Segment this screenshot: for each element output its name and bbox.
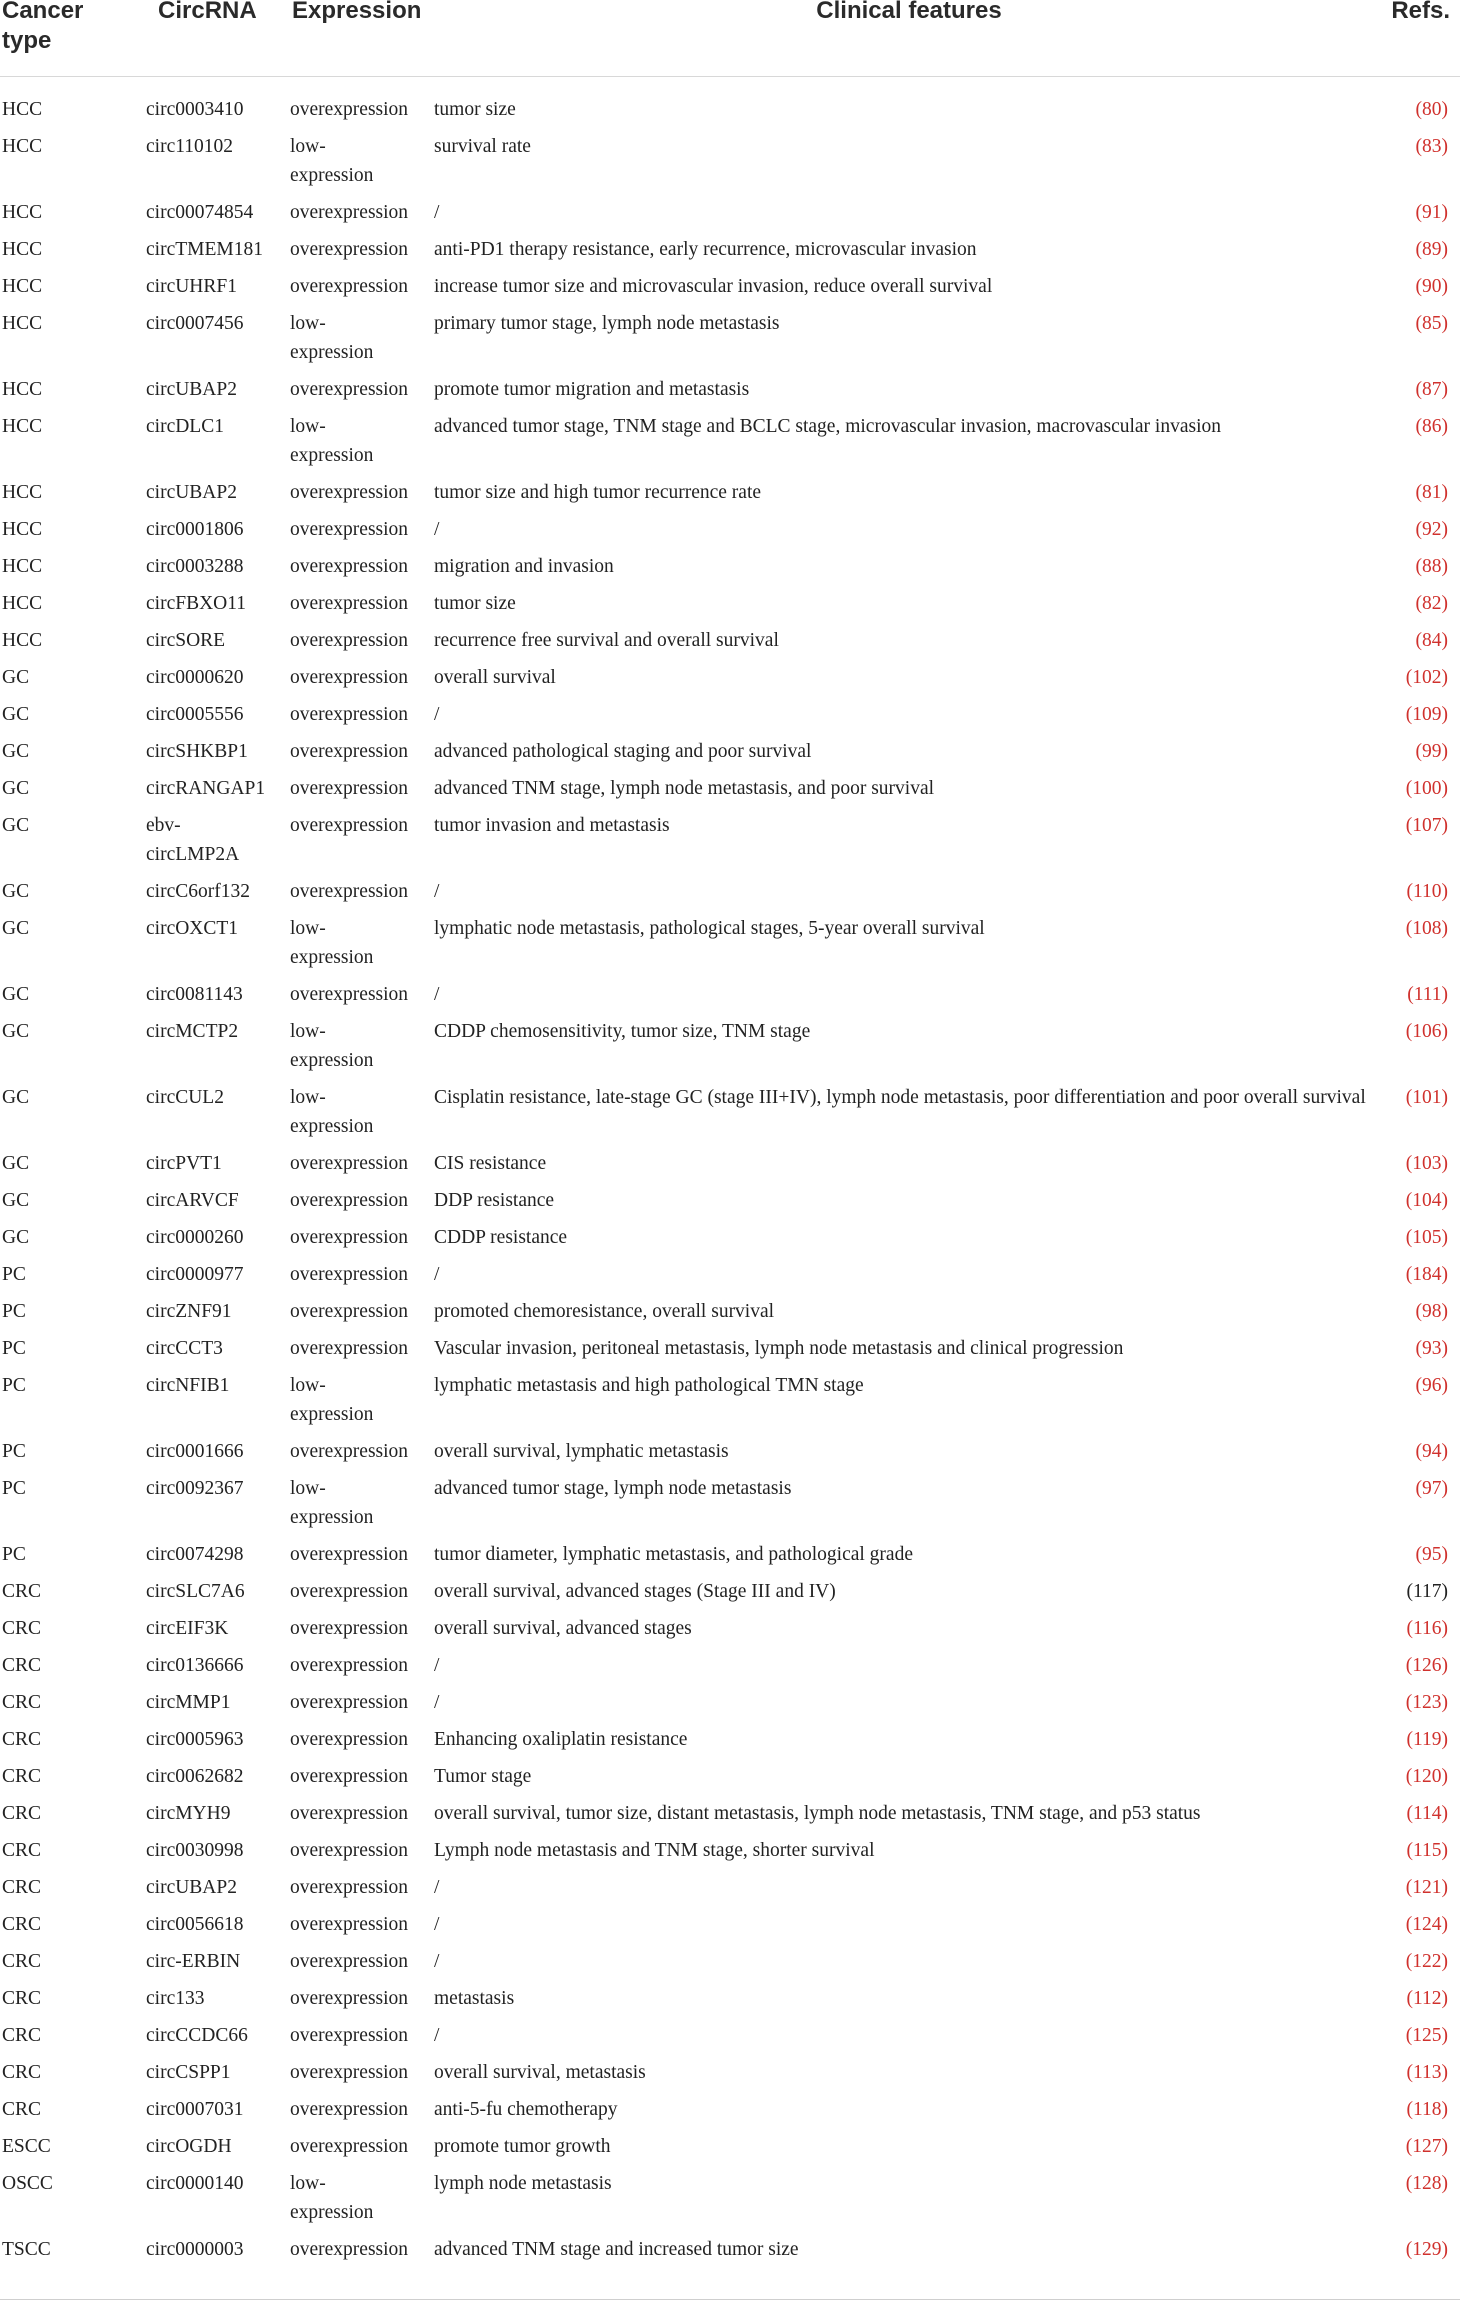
reference-link[interactable]: (98): [1415, 1301, 1448, 1322]
expression-cell: low- expression: [290, 1478, 374, 1528]
expression-cell: overexpression: [290, 2025, 409, 2046]
cancer-type-cell: CRC: [2, 2099, 42, 2120]
cancer-type-cell: GC: [2, 918, 30, 939]
reference-link[interactable]: (121): [1405, 1877, 1448, 1898]
clinical-features-cell: advanced pathological staging and poor survival: [434, 741, 812, 762]
cancer-type-cell: HCC: [2, 202, 43, 223]
reference-link[interactable]: (123): [1405, 1692, 1448, 1713]
reference-link[interactable]: (80): [1415, 99, 1448, 120]
circrna-cell: ebv- circLMP2A: [146, 815, 240, 865]
clinical-features-cell: advanced TNM stage and increased tumor size: [434, 2239, 799, 2260]
header-expression: Expression: [292, 0, 422, 24]
cancer-type-cell: OSCC: [2, 2173, 53, 2194]
circrna-cell: circUBAP2: [146, 379, 237, 400]
expression-cell: overexpression: [290, 1441, 409, 1462]
reference-link[interactable]: (129): [1405, 2239, 1448, 2260]
expression-cell: low- expression: [290, 1021, 374, 1071]
cancer-type-cell: HCC: [2, 239, 43, 260]
clinical-features-cell: survival rate: [434, 136, 531, 157]
cancer-type-cell: PC: [2, 1338, 26, 1359]
reference-link[interactable]: (120): [1405, 1766, 1448, 1787]
circrna-cell: circ0056618: [146, 1914, 244, 1935]
circrna-cell: circZNF91: [146, 1301, 232, 1322]
circrna-cell: circPVT1: [146, 1153, 222, 1174]
clinical-features-cell: promote tumor growth: [434, 2136, 611, 2157]
clinical-features-cell: overall survival, metastasis: [434, 2062, 646, 2083]
cancer-type-cell: GC: [2, 667, 30, 688]
clinical-features-cell: /: [434, 1877, 440, 1898]
reference-link[interactable]: (111): [1407, 984, 1448, 1005]
clinical-features-cell: /: [434, 704, 440, 725]
clinical-features-cell: promoted chemoresistance, overall survival: [434, 1301, 775, 1322]
cancer-type-cell: GC: [2, 815, 30, 836]
expression-cell: overexpression: [290, 1153, 409, 1174]
cancer-type-cell: CRC: [2, 1692, 42, 1713]
clinical-features-cell: overall survival: [434, 667, 556, 688]
circrna-cell: circARVCF: [146, 1190, 239, 1211]
clinical-features-cell: metastasis: [434, 1988, 515, 2009]
circrna-cell: circ0000003: [146, 2239, 244, 2260]
expression-cell: overexpression: [290, 1544, 409, 1565]
circrna-cell: circOGDH: [146, 2136, 232, 2157]
reference-link[interactable]: (94): [1415, 1441, 1448, 1462]
expression-cell: overexpression: [290, 2239, 409, 2260]
expression-cell: overexpression: [290, 1877, 409, 1898]
clinical-features-cell: overall survival, tumor size, distant metastasis, lymph node metastasis, TNM stage, and p53 status: [434, 1803, 1201, 1824]
circrna-cell: circ0005556: [146, 704, 244, 725]
expression-cell: overexpression: [290, 667, 409, 688]
clinical-features-cell: CIS resistance: [434, 1153, 547, 1174]
expression-cell: overexpression: [290, 984, 409, 1005]
circrna-cell: circ0136666: [146, 1655, 244, 1676]
reference-link: (117): [1406, 1581, 1448, 1602]
reference-link[interactable]: (104): [1405, 1190, 1448, 1211]
circrna-cell: circUHRF1: [146, 276, 237, 297]
expression-cell: overexpression: [290, 202, 409, 223]
cancer-type-cell: CRC: [2, 1766, 42, 1787]
circrna-cell: circMYH9: [146, 1803, 231, 1824]
reference-link[interactable]: (92): [1415, 519, 1448, 540]
circrna-cell: circUBAP2: [146, 1877, 237, 1898]
reference-link[interactable]: (87): [1415, 379, 1448, 400]
circrna-cell: circOXCT1: [146, 918, 239, 939]
clinical-features-cell: CDDP chemosensitivity, tumor size, TNM stage: [434, 1021, 811, 1042]
circrna-cell: circCUL2: [146, 1087, 224, 1108]
reference-link[interactable]: (184): [1405, 1264, 1448, 1285]
clinical-features-cell: overall survival, lymphatic metastasis: [434, 1441, 729, 1462]
expression-cell: overexpression: [290, 1190, 409, 1211]
cancer-type-cell: CRC: [2, 1655, 42, 1676]
reference-link[interactable]: (113): [1406, 2062, 1448, 2083]
header-cancer-type: Cancer type: [2, 0, 84, 54]
circrna-cell: circ0074298: [146, 1544, 244, 1565]
clinical-features-cell: tumor invasion and metastasis: [434, 815, 670, 836]
expression-cell: overexpression: [290, 1655, 409, 1676]
clinical-features-cell: Vascular invasion, peritoneal metastasis, lymph node metastasis and clinical progression: [434, 1338, 1124, 1359]
circrna-cell: circ0005963: [146, 1729, 244, 1750]
expression-cell: overexpression: [290, 1951, 409, 1972]
reference-link[interactable]: (88): [1415, 556, 1448, 577]
expression-cell: low- expression: [290, 1375, 374, 1425]
circrna-cell: circSORE: [146, 630, 226, 651]
circrna-cell: circ0062682: [146, 1766, 244, 1787]
cancer-type-cell: HCC: [2, 482, 43, 503]
expression-cell: overexpression: [290, 881, 409, 902]
circrna-cell: circUBAP2: [146, 482, 237, 503]
reference-link[interactable]: (84): [1415, 630, 1448, 651]
circrna-cell: circCCDC66: [146, 2025, 248, 2046]
cancer-type-cell: HCC: [2, 313, 43, 334]
cancer-type-cell: GC: [2, 1087, 30, 1108]
circrna-cell: circDLC1: [146, 416, 224, 437]
clinical-features-cell: CDDP resistance: [434, 1227, 568, 1248]
clinical-features-cell: promote tumor migration and metastasis: [434, 379, 750, 400]
cancer-type-cell: CRC: [2, 1988, 42, 2009]
clinical-features-cell: Cisplatin resistance, late-stage GC (stage III+IV), lymph node metastasis, poor differentiation and poor overall survival: [434, 1087, 1366, 1108]
reference-link[interactable]: (95): [1415, 1544, 1448, 1565]
circrna-cell: circC6orf132: [146, 881, 250, 902]
clinical-features-cell: /: [434, 1692, 440, 1713]
clinical-features-cell: tumor diameter, lymphatic metastasis, and pathological grade: [434, 1544, 913, 1565]
cancer-type-cell: HCC: [2, 276, 43, 297]
reference-link[interactable]: (114): [1406, 1803, 1448, 1824]
clinical-features-cell: Lymph node metastasis and TNM stage, shorter survival: [434, 1840, 875, 1861]
clinical-features-cell: advanced TNM stage, lymph node metastasis, and poor survival: [434, 778, 935, 799]
reference-link[interactable]: (109): [1405, 704, 1448, 725]
expression-cell: overexpression: [290, 2099, 409, 2120]
circrna-cell: circ133: [146, 1988, 205, 2009]
expression-cell: overexpression: [290, 2062, 409, 2083]
circrna-cell: circ0007031: [146, 2099, 244, 2120]
cancer-type-cell: PC: [2, 1478, 26, 1499]
header-circrna: CircRNA: [158, 0, 257, 24]
clinical-features-cell: migration and invasion: [434, 556, 614, 577]
circrna-cell: circ0030998: [146, 1840, 244, 1861]
expression-cell: low- expression: [290, 1087, 374, 1137]
cancer-type-cell: CRC: [2, 1914, 42, 1935]
header-clinical-features: Clinical features: [816, 0, 1002, 24]
table-bottom-rule: [0, 2299, 1460, 2300]
clinical-features-cell: tumor size and high tumor recurrence rate: [434, 482, 762, 503]
cancer-type-cell: CRC: [2, 1729, 42, 1750]
cancer-type-cell: HCC: [2, 630, 43, 651]
clinical-features-cell: Enhancing oxaliplatin resistance: [434, 1729, 688, 1750]
expression-cell: overexpression: [290, 1264, 409, 1285]
reference-link[interactable]: (91): [1415, 202, 1448, 223]
circrna-cell: circ0003288: [146, 556, 244, 577]
expression-cell: overexpression: [290, 99, 409, 120]
cancer-type-cell: CRC: [2, 1581, 42, 1602]
expression-cell: overexpression: [290, 741, 409, 762]
reference-link[interactable]: (85): [1415, 313, 1448, 334]
expression-cell: overexpression: [290, 1581, 409, 1602]
reference-link[interactable]: (126): [1405, 1655, 1448, 1676]
clinical-features-cell: /: [434, 519, 440, 540]
cancer-type-cell: GC: [2, 984, 30, 1005]
reference-link[interactable]: (83): [1415, 136, 1448, 157]
circrna-cell: circNFIB1: [146, 1375, 230, 1396]
cancer-type-cell: CRC: [2, 2025, 42, 2046]
circrna-cell: circ0081143: [146, 984, 243, 1005]
expression-cell: overexpression: [290, 482, 409, 503]
circrna-cell: circ0007456: [146, 313, 244, 334]
reference-link[interactable]: (99): [1415, 741, 1448, 762]
clinical-features-cell: tumor size: [434, 593, 516, 614]
clinical-features-cell: anti-PD1 therapy resistance, early recurrence, microvascular invasion: [434, 239, 977, 260]
reference-link[interactable]: (102): [1405, 667, 1448, 688]
clinical-features-cell: lymphatic metastasis and high pathological TMN stage: [434, 1375, 864, 1396]
clinical-features-cell: anti-5-fu chemotherapy: [434, 2099, 618, 2120]
reference-link[interactable]: (105): [1405, 1227, 1448, 1248]
reference-link[interactable]: (115): [1406, 1840, 1448, 1861]
expression-cell: overexpression: [290, 1338, 409, 1359]
reference-link[interactable]: (128): [1405, 2173, 1448, 2194]
reference-link[interactable]: (122): [1405, 1951, 1448, 1972]
reference-link[interactable]: (119): [1406, 1729, 1448, 1750]
cancer-type-cell: PC: [2, 1264, 26, 1285]
clinical-features-cell: /: [434, 202, 440, 223]
cancer-type-cell: CRC: [2, 1840, 42, 1861]
cancer-type-cell: ESCC: [2, 2136, 51, 2157]
expression-cell: overexpression: [290, 1988, 409, 2009]
circrna-cell: circ0000977: [146, 1264, 244, 1285]
cancer-type-cell: HCC: [2, 556, 43, 577]
cancer-type-cell: CRC: [2, 1951, 42, 1972]
table-header: [0, 0, 1460, 77]
cancer-type-cell: GC: [2, 1227, 30, 1248]
circrna-cell: circ0001806: [146, 519, 244, 540]
circrna-cell: circSHKBP1: [146, 741, 248, 762]
cancer-type-cell: GC: [2, 778, 30, 799]
cancer-type-cell: HCC: [2, 136, 43, 157]
reference-link[interactable]: (100): [1405, 778, 1448, 799]
reference-link[interactable]: (89): [1415, 239, 1448, 260]
clinical-features-cell: recurrence free survival and overall survival: [434, 630, 779, 651]
clinical-features-cell: /: [434, 1951, 440, 1972]
clinical-features-cell: advanced tumor stage, TNM stage and BCLC stage, microvascular invasion, macrovascular invasion: [434, 416, 1222, 437]
expression-cell: overexpression: [290, 379, 409, 400]
cancer-type-cell: GC: [2, 1021, 30, 1042]
circrna-cell: circRANGAP1: [146, 778, 266, 799]
circrna-cell: circ0003410: [146, 99, 244, 120]
circrna-cell: circFBXO11: [146, 593, 247, 614]
circrna-cell: circ110102: [146, 136, 233, 157]
clinical-features-cell: /: [434, 2025, 440, 2046]
clinical-features-cell: Tumor stage: [434, 1766, 532, 1787]
reference-link[interactable]: (118): [1406, 2099, 1448, 2120]
reference-link[interactable]: (101): [1405, 1087, 1448, 1108]
cancer-type-cell: HCC: [2, 593, 43, 614]
expression-cell: overexpression: [290, 1729, 409, 1750]
circrna-cell: circ00074854: [146, 202, 254, 223]
cancer-type-cell: CRC: [2, 1877, 42, 1898]
expression-cell: overexpression: [290, 556, 409, 577]
cancer-type-cell: TSCC: [2, 2239, 51, 2260]
cancer-type-cell: PC: [2, 1301, 26, 1322]
cancer-type-cell: GC: [2, 741, 30, 762]
circrna-cell: circ0001666: [146, 1441, 244, 1462]
cancer-type-cell: HCC: [2, 99, 43, 120]
expression-cell: low- expression: [290, 918, 374, 968]
expression-cell: overexpression: [290, 519, 409, 540]
clinical-features-cell: overall survival, advanced stages (Stage III and IV): [434, 1581, 836, 1602]
expression-cell: overexpression: [290, 239, 409, 260]
expression-cell: overexpression: [290, 1692, 409, 1713]
expression-cell: overexpression: [290, 2136, 409, 2157]
expression-cell: overexpression: [290, 1227, 409, 1248]
circrna-cell: circMMP1: [146, 1692, 231, 1713]
expression-cell: low- expression: [290, 136, 374, 186]
cancer-type-cell: CRC: [2, 2062, 42, 2083]
expression-cell: overexpression: [290, 704, 409, 725]
clinical-features-cell: /: [434, 984, 440, 1005]
clinical-features-cell: lymphatic node metastasis, pathological stages, 5-year overall survival: [434, 918, 985, 939]
reference-link[interactable]: (116): [1406, 1618, 1448, 1639]
expression-cell: overexpression: [290, 630, 409, 651]
cancer-type-cell: CRC: [2, 1803, 42, 1824]
circrna-cell: circ-ERBIN: [146, 1951, 241, 1972]
reference-link[interactable]: (96): [1415, 1375, 1448, 1396]
circrna-cell: circ0000620: [146, 667, 244, 688]
reference-link[interactable]: (106): [1405, 1021, 1448, 1042]
expression-cell: overexpression: [290, 778, 409, 799]
clinical-features-cell: tumor size: [434, 99, 516, 120]
cancer-type-cell: GC: [2, 1190, 30, 1211]
reference-link[interactable]: (127): [1405, 2136, 1448, 2157]
reference-link[interactable]: (90): [1415, 276, 1448, 297]
circrna-cell: circ0000260: [146, 1227, 244, 1248]
circrna-cell: circTMEM181: [146, 239, 263, 260]
clinical-features-cell: lymph node metastasis: [434, 2173, 612, 2194]
clinical-features-cell: /: [434, 1264, 440, 1285]
reference-link[interactable]: (107): [1405, 815, 1448, 836]
reference-link[interactable]: (110): [1406, 881, 1448, 902]
reference-link[interactable]: (125): [1405, 2025, 1448, 2046]
expression-cell: overexpression: [290, 1301, 409, 1322]
reference-link[interactable]: (86): [1415, 416, 1448, 437]
cancer-type-cell: PC: [2, 1441, 26, 1462]
clinical-features-cell: increase tumor size and microvascular invasion, reduce overall survival: [434, 276, 993, 297]
clinical-features-cell: DDP resistance: [434, 1190, 555, 1211]
cancer-type-cell: PC: [2, 1544, 26, 1565]
expression-cell: overexpression: [290, 1618, 409, 1639]
cancer-type-cell: HCC: [2, 519, 43, 540]
cancer-type-cell: GC: [2, 704, 30, 725]
circrna-cell: circSLC7A6: [146, 1581, 245, 1602]
reference-link[interactable]: (81): [1415, 482, 1448, 503]
cancer-type-cell: GC: [2, 881, 30, 902]
circrna-cell: circCSPP1: [146, 2062, 231, 2083]
expression-cell: overexpression: [290, 593, 409, 614]
circrna-cell: circMCTP2: [146, 1021, 239, 1042]
reference-link[interactable]: (97): [1415, 1478, 1448, 1499]
reference-link[interactable]: (124): [1405, 1914, 1448, 1935]
header-refs: Refs.: [1391, 0, 1450, 24]
reference-link[interactable]: (108): [1405, 918, 1448, 939]
clinical-features-cell: primary tumor stage, lymph node metastasis: [434, 313, 780, 334]
circrna-cell: circCCT3: [146, 1338, 223, 1359]
expression-cell: low- expression: [290, 313, 374, 363]
circrna-cell: circ0000140: [146, 2173, 244, 2194]
clinical-features-cell: /: [434, 1914, 440, 1935]
expression-cell: overexpression: [290, 815, 409, 836]
circrna-cell: circEIF3K: [146, 1618, 229, 1639]
cancer-type-cell: HCC: [2, 416, 43, 437]
clinical-features-cell: /: [434, 881, 440, 902]
cancer-type-cell: GC: [2, 1153, 30, 1174]
clinical-features-cell: overall survival, advanced stages: [434, 1618, 692, 1639]
expression-cell: overexpression: [290, 1840, 409, 1861]
expression-cell: overexpression: [290, 1914, 409, 1935]
cancer-type-cell: HCC: [2, 379, 43, 400]
reference-link[interactable]: (93): [1415, 1338, 1448, 1359]
clinical-features-cell: /: [434, 1655, 440, 1676]
reference-link[interactable]: (103): [1405, 1153, 1448, 1174]
clinical-features-cell: advanced tumor stage, lymph node metastasis: [434, 1478, 792, 1499]
expression-cell: overexpression: [290, 1766, 409, 1787]
reference-link[interactable]: (82): [1415, 593, 1448, 614]
reference-link[interactable]: (112): [1406, 1988, 1448, 2009]
expression-cell: low- expression: [290, 2173, 374, 2223]
expression-cell: overexpression: [290, 276, 409, 297]
expression-cell: low- expression: [290, 416, 374, 466]
circrna-cell: circ0092367: [146, 1478, 244, 1499]
expression-cell: overexpression: [290, 1803, 409, 1824]
cancer-type-cell: CRC: [2, 1618, 42, 1639]
cancer-type-cell: PC: [2, 1375, 26, 1396]
